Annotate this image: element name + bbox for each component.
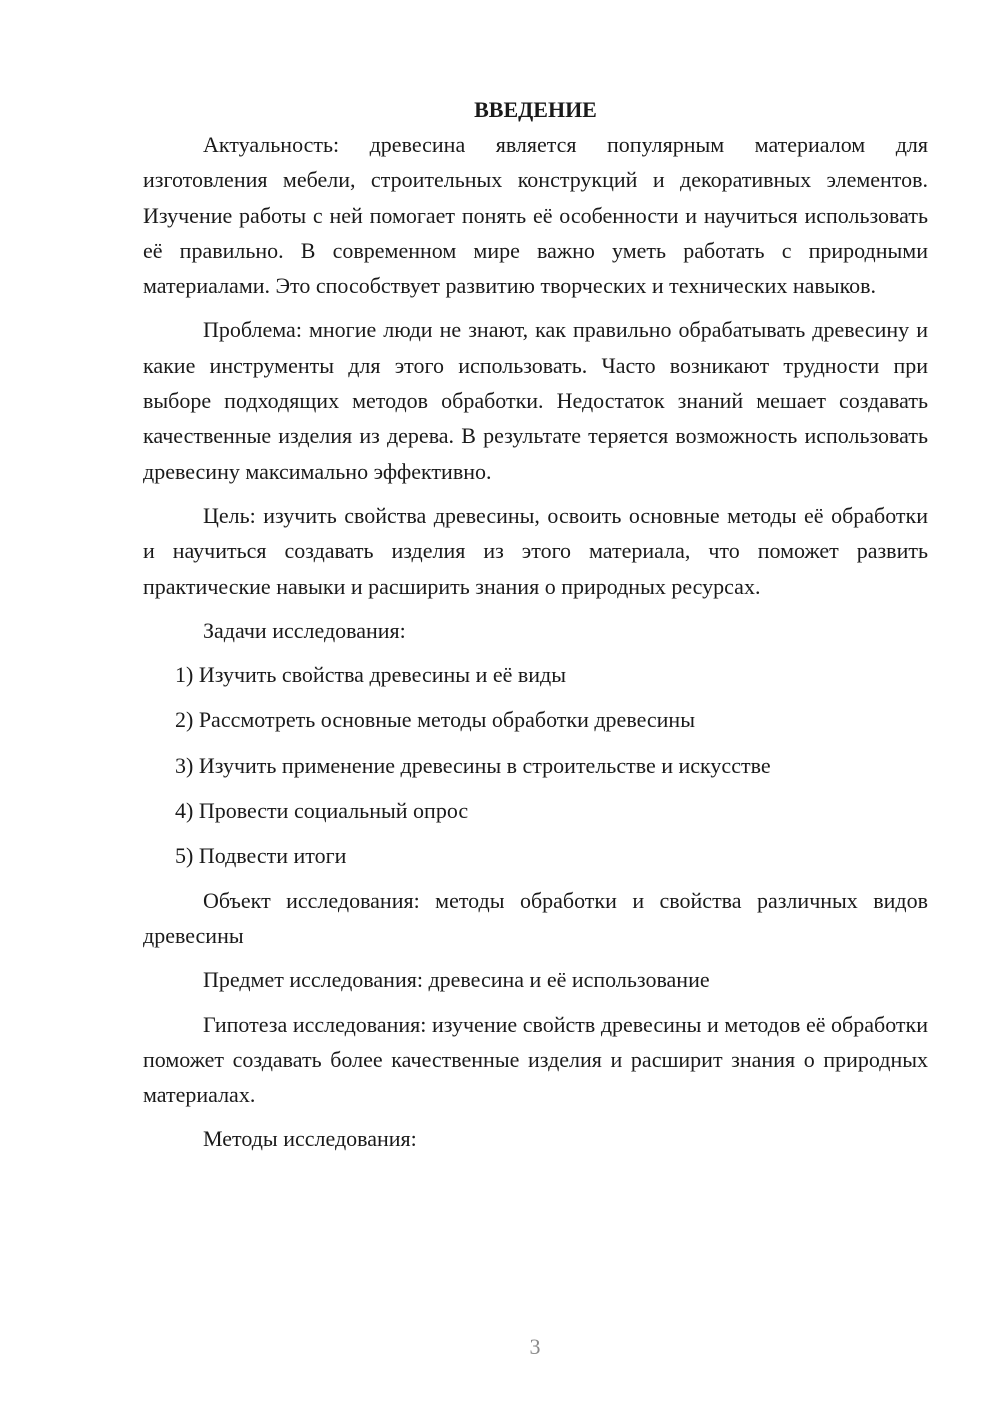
task-item-5: 5) Подвести итоги bbox=[175, 843, 347, 869]
paragraph-goal: Цель: изучить свойства древесины, освоить основные методы её обработки и научиться создавать изделия из этого материала, что поможет развить практические навыки и расширить знания о природных ресурсах. bbox=[143, 502, 928, 599]
paragraph-object: Объект исследования: методы обработки и свойства различных видов древесины bbox=[143, 887, 928, 948]
paragraph-subject: Предмет исследования: древесина и её использование bbox=[203, 967, 710, 993]
paragraph-hypothesis: Гипотеза исследования: изучение свойств древесины и методов её обработки поможет создавать более качественные изделия и расширит знания о природных материалах. bbox=[143, 1011, 928, 1108]
task-item-4: 4) Провести социальный опрос bbox=[175, 798, 469, 824]
page-number: 3 bbox=[529, 1334, 541, 1359]
document-page bbox=[143, 95, 928, 1166]
paragraph-relevance: Актуальность: древесина является популярным материалом для изготовления мебели, строительных конструкций и декоративных элементов. Изучение работы с ней помогает понять её особенности и научиться использовать её правильно. В современном мире важно уметь работать с природными материалами. Это способствует развитию творческих и технических навыков. bbox=[143, 132, 928, 299]
paragraph-problem: Проблема: многие люди не знают, как правильно обрабатывать древесину и какие инструменты для этого использовать. Часто возникают трудности при выборе подходящих методов обработки. Недостаток знаний мешает создавать качественные изделия из дерева. В результате теряется возможность использовать древесину максимально эффективно. bbox=[143, 317, 928, 484]
task-item-3: 3) Изучить применение древесины в строительстве и искусстве bbox=[175, 752, 771, 778]
task-item-2: 2) Рассмотреть основные методы обработки древесины bbox=[175, 707, 695, 733]
tasks-heading: Задачи исследования: bbox=[203, 617, 406, 643]
task-item-1: 1) Изучить свойства древесины и её виды bbox=[175, 662, 567, 688]
tasks-list bbox=[143, 657, 928, 873]
methods-heading: Методы исследования: bbox=[203, 1126, 417, 1152]
page-title: ВВЕДЕНИЕ bbox=[474, 97, 597, 122]
